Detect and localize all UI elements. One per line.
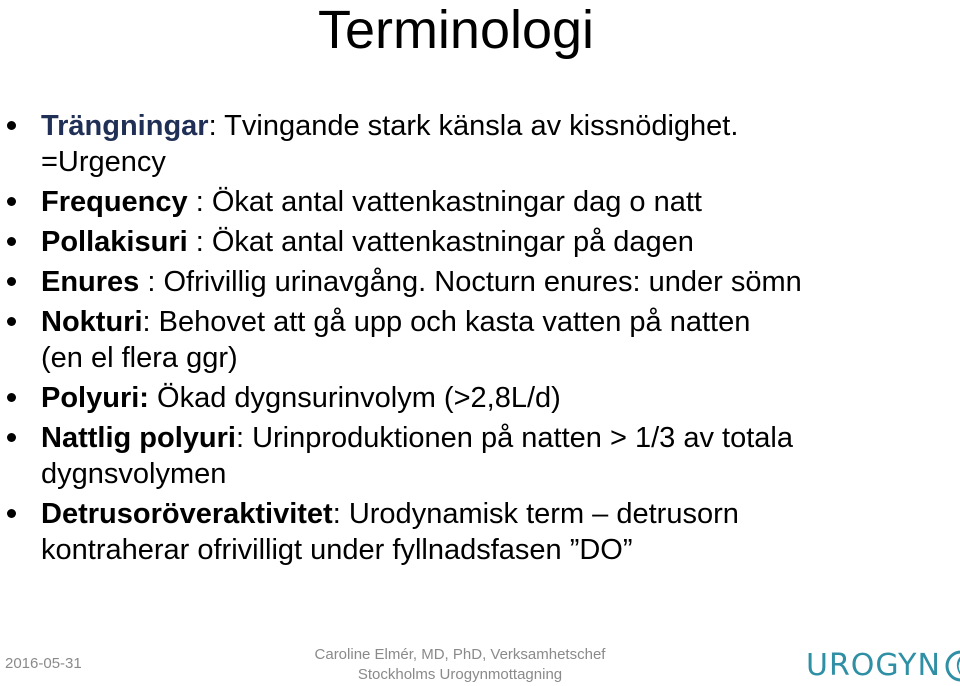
bullet-definition: : Tvingande stark känsla av kissnödighet. [208,110,739,142]
bullet-definition: : Urodynamisk term – detrusorn [332,498,739,530]
bullet-item-polyuri [0,380,930,416]
bullet-term: Detrusoröveraktivitet [41,498,333,530]
bullet-dot-icon [7,121,16,130]
footer-credits [260,645,660,685]
bullet-definition: : Behovet att gå upp och kasta vatten på natten [142,306,751,338]
bullet-definition: : Ofrivillig urinavgång. Nocturn enures: under sömn [139,266,802,298]
urogyn-logo [806,648,960,684]
bullet-continuation: =Urgency [41,146,166,178]
bullet-definition: : Ökat antal vattenkastningar dag o natt [187,186,702,218]
bullet-continuation: (en el flera ggr) [41,342,238,374]
bullet-item-frequency [0,184,930,220]
bullet-dot-icon [7,317,16,326]
bullet-definition: Ökad dygnsurinvolym (>2,8L/d) [148,382,561,414]
footer-date: 2016-05-31 [5,655,82,672]
bullet-term: Enures [41,266,140,298]
bullet-dot-icon [7,509,16,518]
bullet-item-enures [0,264,930,300]
bullet-dot-icon [7,393,16,402]
bullet-term: Nattlig polyuri [41,422,236,454]
bullet-dot-icon [7,277,16,286]
bullet-item-pollakisuri [0,224,930,260]
slide-title: Terminologi [317,0,595,60]
bullet-dot-icon [7,237,16,246]
logo-text: UROGYN [806,648,941,683]
bullet-term: Frequency [41,186,188,218]
bullet-item-detrusoroveraktivitet [0,496,930,568]
bullet-list [0,108,930,568]
footer-organization: Stockholms Urogynmottagning [357,666,563,683]
bullet-term: Polyuri: [41,382,149,414]
bullet-dot-icon [7,197,16,206]
bullet-continuation: dygnsvolymen [41,458,227,490]
urogyn-mark-icon [945,650,960,682]
bullet-definition: : Urinproduktionen på natten > 1/3 av totala [235,422,793,454]
bullet-item-trangningar [0,108,930,180]
bullet-item-nattlig-polyuri [0,420,930,492]
bullet-definition: : Ökat antal vattenkastningar på dagen [187,226,694,258]
bullet-term: Nokturi [41,306,143,338]
bullet-dot-icon [7,433,16,442]
bullet-item-nokturi [0,304,930,376]
footer-author: Caroline Elmér, MD, PhD, Verksamhetschef [314,646,606,663]
bullet-term: Trängningar [41,110,209,142]
bullet-term: Pollakisuri [41,226,188,258]
bullet-continuation: kontraherar ofrivilligt under fyllnadsfasen ”DO” [41,534,633,566]
